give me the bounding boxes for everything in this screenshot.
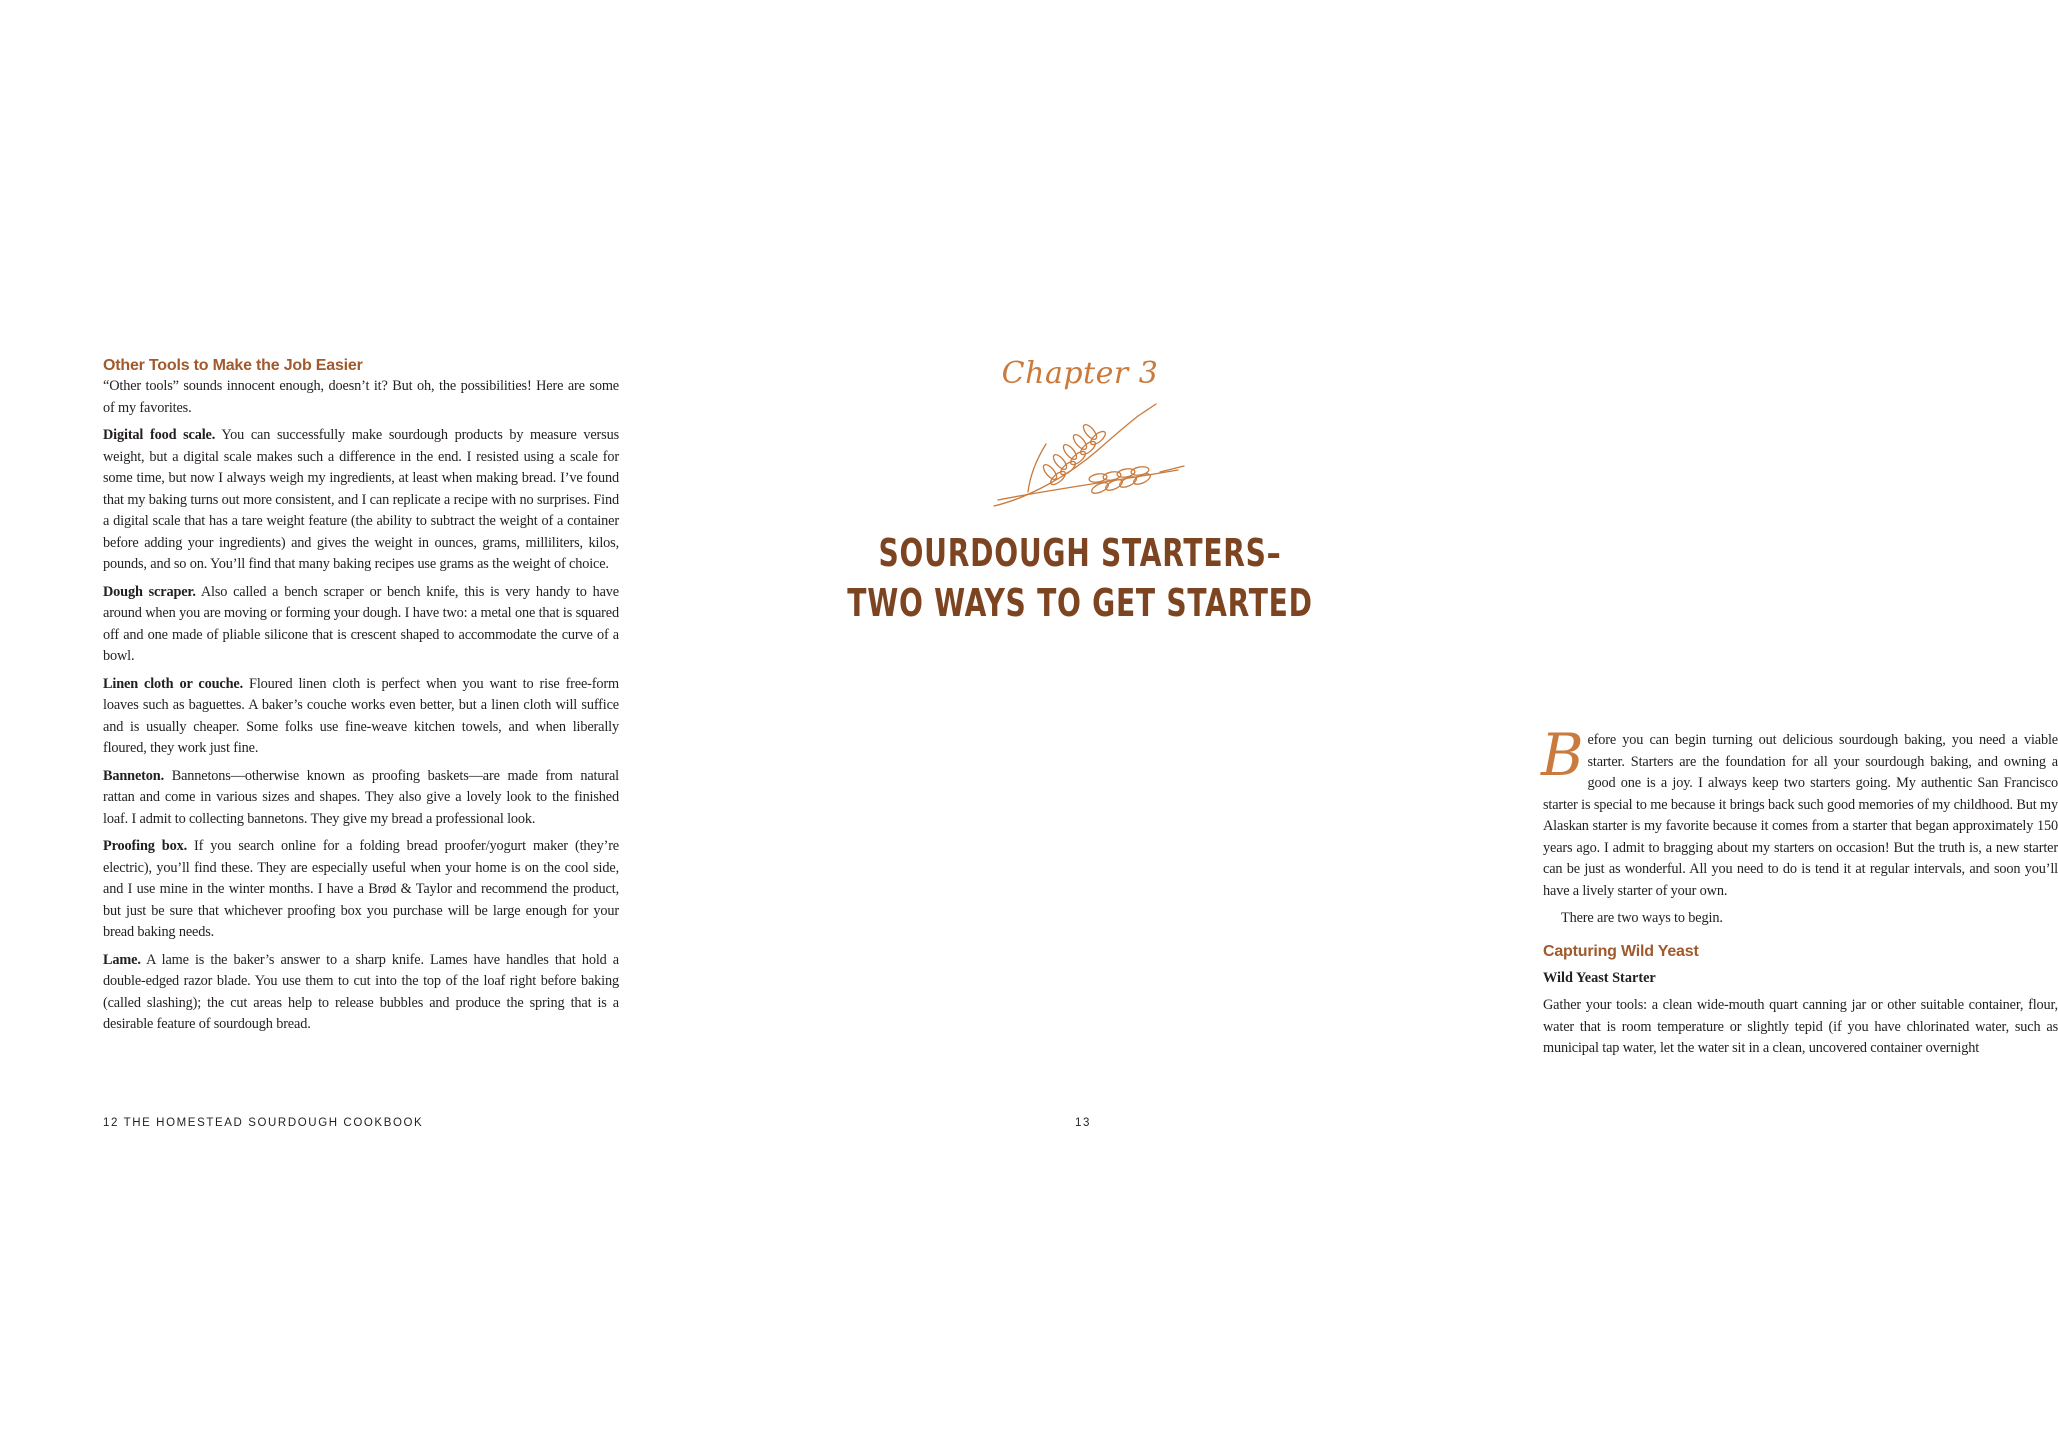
item-dough-scraper: [103, 582, 619, 668]
right-page: [720, 0, 2058, 1440]
item-digital-scale: [103, 425, 619, 576]
item-text: Floured linen cloth is perfect when you want to rise free-form loaves such as baguettes. A baker’s couche works even better, but a linen cloth will suffice and is usually cheaper. Some folks use fine-weave kitchen towels, and when liberally floured, they work just fine.: [103, 675, 619, 756]
item-linen-cloth: [103, 674, 619, 760]
item-text: If you search online for a folding bread proofer/yogurt maker (they’re electric), you’ll find these. They are especially useful when your home is on the cool side, and I use mine in the winter months. I have a Brød & Taylor and recommend the product, but just be sure that whichever proofing box you purchase will be large enough for your bread baking needs.: [103, 838, 619, 940]
page-number-right: 13: [1075, 1117, 1091, 1129]
wheat-stalks-icon: [988, 400, 1188, 516]
section-heading-wild-yeast: Capturing Wild Yeast: [1543, 942, 1699, 960]
gather-tools-paragraph: Gather your tools: a clean wide-mouth quart canning jar or other suitable container, flour, water that is room temperature or slightly tepid (if you have chlorinated water, such as municipal tap water, let the water sit in a clean, uncovered container overnight: [1543, 997, 2058, 1056]
left-page: [0, 0, 720, 1440]
section-heading-other-tools: Other Tools to Make the Job Easier: [103, 357, 363, 374]
left-column: [103, 356, 619, 1036]
drop-cap: B: [1541, 721, 1584, 789]
chapter-title: [814, 528, 1347, 628]
item-term: Dough scraper.: [103, 583, 196, 600]
item-text: You can successfully make sourdough products by measure versus weight, but a digital scale makes such a difference in the end. I resisted using a scale for some time, but now I always weigh my ingredients, at least when making bread. I’ve found that my baking turns out more consistent, and I can replicate a recipe with no surprises. Find a digital scale that has a tare weight feature (the ability to subtract the weight of a container before adding your ingredients) and gives the weight in ounces, grams, milliliters, kilos, pounds, and so on. You’ll find that many baking recipes use grams as the weight of choice.: [103, 427, 619, 572]
item-banneton: [103, 766, 619, 831]
chapter-title-line-1: SOURDOUGH STARTERS–: [878, 531, 1282, 575]
intro-text: efore you can begin turning out delicious sourdough baking, you need a viable starter. Starters are the foundation for all your sourdough baking, and owning a good one is a joy. I always keep two starters going. My authentic San Francisco starter is special to me because it brings back such good memories of my childhood. But my Alaskan starter is my favorite because it comes from a starter that began approximately 150 years ago. I admit to bragging about my starters on occasion! But the truth is, a new starter can be just as wonderful. All you need to do is tend it at regular intervals, and soon you’ll have a lively starter of your own.: [1543, 732, 2058, 899]
item-text: Bannetons—otherwise known as proofing baskets—are made from natural rattan and come in various sizes and shapes. They also give a lovely look to the finished loaf. I admit to collecting bannetons. They give my bread a professional look.: [103, 767, 619, 827]
item-term: Digital food scale.: [103, 427, 216, 443]
item-term: Proofing box.: [103, 838, 188, 854]
chapter-label: Chapter 3: [1001, 356, 1159, 391]
item-text: A lame is the baker’s answer to a sharp knife. Lames have handles that hold a double-edged razor blade. You use them to cut into the top of the loaf right before baking (called slashing); the cut areas help to release bubbles and produce the spring that is a desirable feature of sourdough bread.: [103, 951, 619, 1032]
chapter-intro-paragraph: [1541, 721, 2058, 902]
item-proofing-box: [103, 836, 619, 944]
intro-paragraph: “Other tools” sounds innocent enough, doesn’t it? But oh, the possibilities! Here are some of my favorites.: [103, 378, 619, 416]
chapter-title-line-2: TWO WAYS TO GET STARTED: [847, 581, 1313, 625]
running-footer-left: 12 THE HOMESTEAD SOURDOUGH COOKBOOK: [103, 1117, 424, 1129]
item-term: Linen cloth or couche.: [103, 675, 244, 692]
two-ways-paragraph: There are two ways to begin.: [1561, 910, 1723, 926]
item-term: Lame.: [103, 951, 141, 968]
item-term: Banneton.: [103, 767, 165, 784]
item-lame: [103, 950, 619, 1036]
item-text: Also called a bench scraper or bench knife, this is very handy to have around when you are moving or forming your dough. I have two: a metal one that is squared off and one made of pliable silicone that is crescent shaped to accommodate the curve of a bowl.: [103, 583, 619, 664]
right-column: [1541, 721, 2058, 1060]
sub-heading-wild-yeast-starter: Wild Yeast Starter: [1543, 969, 1656, 986]
